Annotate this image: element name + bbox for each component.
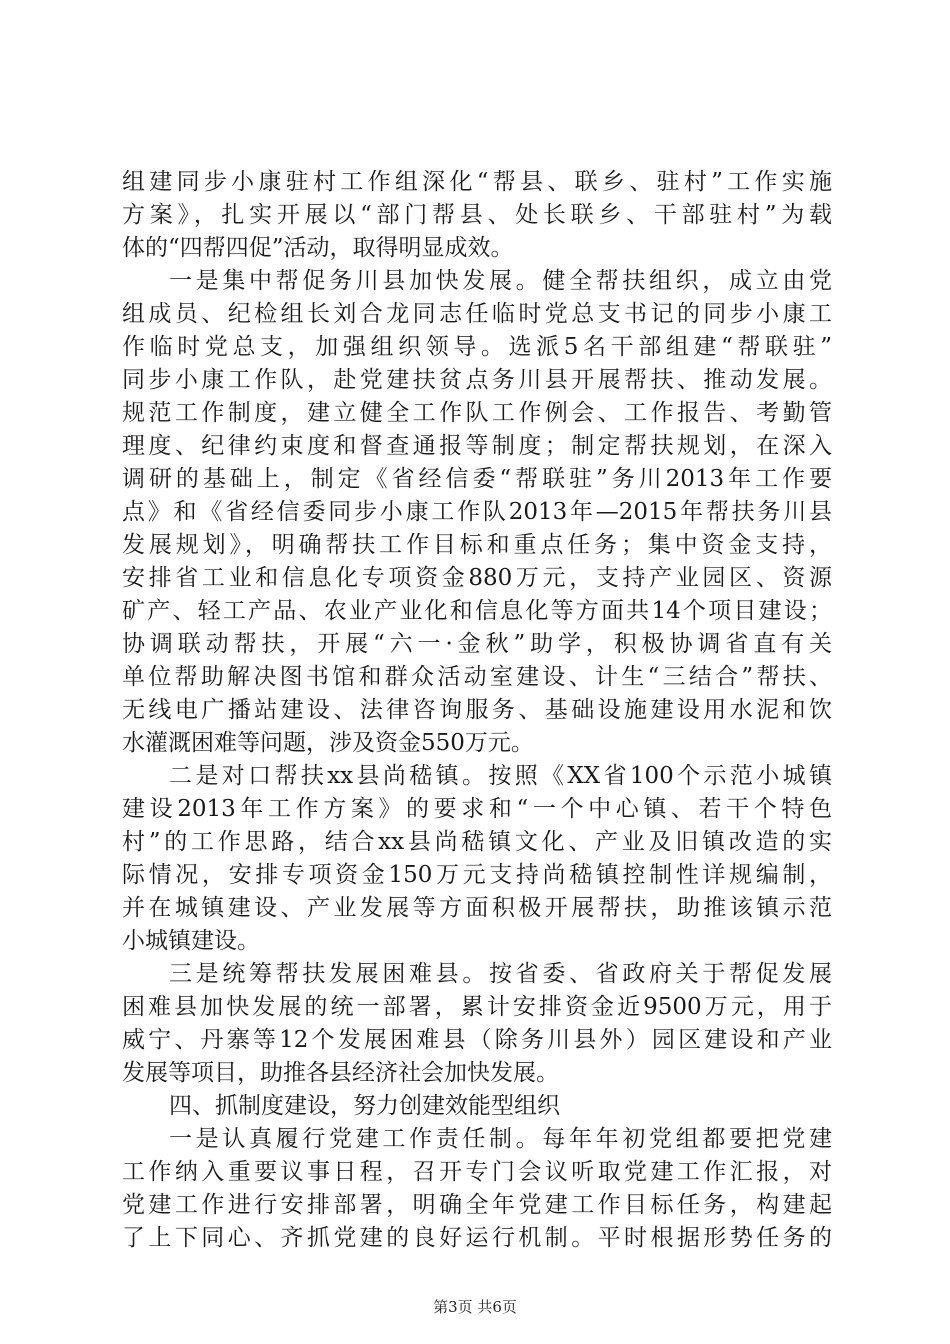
text-line: 组建同步小康驻村工作组深化“帮县、联乡、驻村”工作实施: [122, 169, 832, 195]
text-line: 发展规划》，明确帮扶工作目标和重点任务；集中资金支持，: [122, 532, 832, 558]
text-line: 单位帮助解决图书馆和群众活动室建设、计生“三结合”帮扶、: [122, 664, 832, 690]
paragraph-first-line: 四、抓制度建设，努力创建效能型组织: [169, 1093, 560, 1119]
text-line: 威宁、丹寨等12个发展困难县（除务川县外）园区建设和产业: [122, 1027, 832, 1053]
paragraph-first-line: 一是集中帮促务川县加快发展。健全帮扶组织，成立由党: [169, 268, 832, 294]
text-line: 组成员、纪检组长刘合龙同志任临时党总支书记的同步小康工: [122, 301, 832, 327]
page-footer: 第3页 共6页: [433, 1298, 517, 1316]
text-line: 方案》，扎实开展以“部门帮县、处长联乡、干部驻村”为载: [122, 202, 832, 228]
text-line: 理度、纪律约束度和督查通报等制度；制定帮扶规划，在深入: [122, 433, 832, 459]
text-line: 作临时党总支，加强组织领导。选派5名干部组建“帮联驻”: [122, 334, 832, 360]
text-line: 并在城镇建设、产业发展等方面积极开展帮扶，助推该镇示范: [122, 895, 832, 921]
text-line: 同步小康工作队，赴党建扶贫点务川县开展帮扶、推动发展。: [122, 367, 832, 393]
text-line: 发展等项目，助推各县经济社会加快发展。: [122, 1060, 559, 1086]
document-body: [122, 166, 832, 1255]
text-line: 小城镇建设。: [122, 928, 260, 954]
text-line: 规范工作制度，建立健全工作队工作例会、工作报告、考勤管: [122, 400, 832, 426]
text-line: 工作纳入重要议事日程，召开专门会议听取党建工作汇报，对: [122, 1159, 832, 1185]
text-line: 村”的工作思路，结合xx县尚嵇镇文化、产业及旧镇改造的实: [122, 829, 832, 855]
paragraph-first-line: 三是统筹帮扶发展困难县。按省委、省政府关于帮促发展: [169, 961, 832, 987]
paragraph-first-line: 一是认真履行党建工作责任制。每年年初党组都要把党建: [169, 1126, 832, 1152]
text-line: 困难县加快发展的统一部署，累计安排资金近9500万元，用于: [122, 994, 832, 1020]
text-line: 党建工作进行安排部署，明确全年党建工作目标任务，构建起: [122, 1192, 832, 1218]
text-line: 水灌溉困难等问题，涉及资金550万元。: [122, 730, 534, 756]
text-line: 协调联动帮扶，开展“六一·金秋”助学，积极协调省直有关: [122, 631, 832, 657]
text-line: 体的“四帮四促”活动，取得明显成效。: [122, 235, 514, 261]
text-line: 建设2013年工作方案》的要求和“一个中心镇、若干个特色: [122, 796, 832, 822]
text-line: 了上下同心、齐抓党建的良好运行机制。平时根据形势任务的: [122, 1225, 832, 1251]
text-line: 矿产、轻工产品、农业产业化和信息化等方面共14个项目建设；: [122, 598, 832, 624]
text-line: 无线电广播站建设、法律咨询服务、基础设施建设用水泥和饮: [122, 697, 832, 723]
text-line: 际情况，安排专项资金150万元支持尚嵇镇控制性详规编制，: [122, 862, 832, 888]
text-line: 安排省工业和信息化专项资金880万元，支持产业园区、资源: [122, 565, 832, 591]
paragraph-first-line: 二是对口帮扶xx县尚嵇镇。按照《XX省100个示范小城镇: [169, 763, 832, 789]
text-line: 调研的基础上，制定《省经信委“帮联驻”务川2013年工作要: [122, 466, 832, 492]
text-line: 点》和《省经信委同步小康工作队2013年—2015年帮扶务川县: [122, 499, 832, 525]
